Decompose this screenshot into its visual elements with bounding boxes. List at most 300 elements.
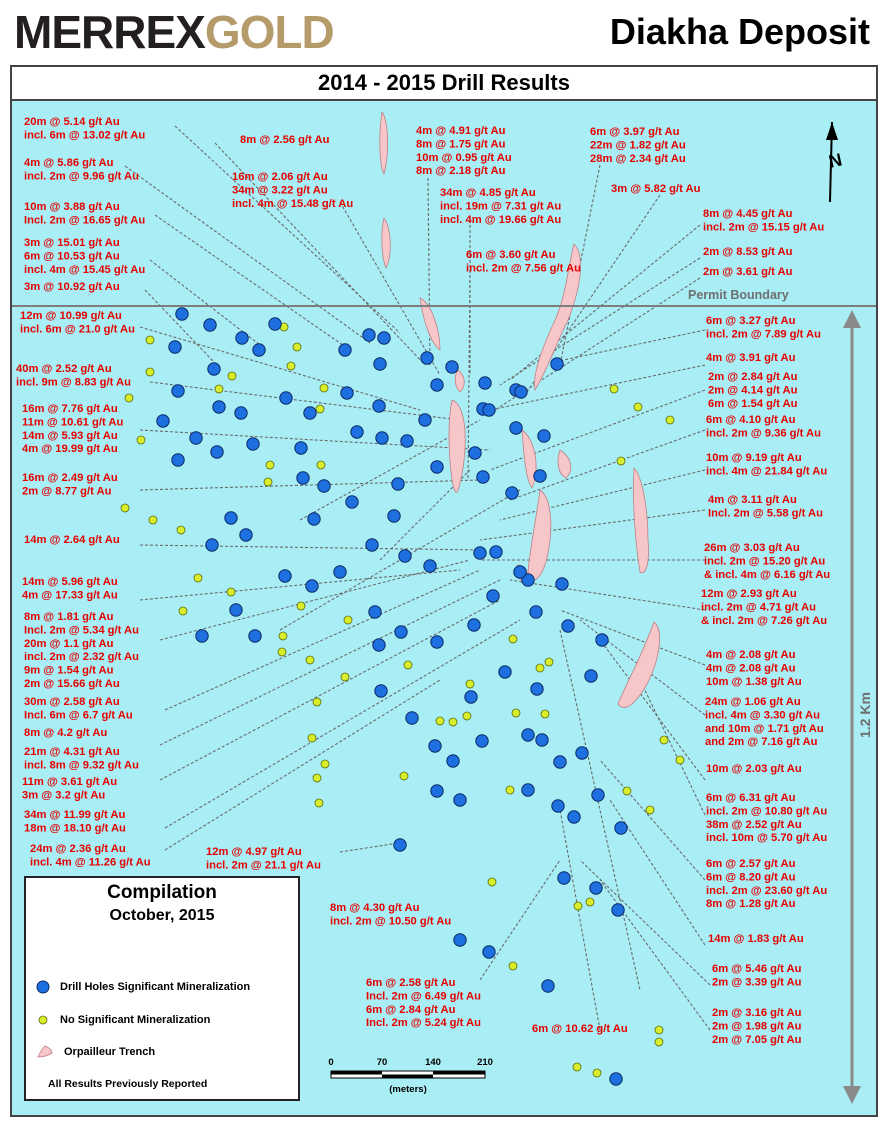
assay-label	[706, 452, 827, 477]
assay-label	[206, 846, 321, 871]
drill-hole-significant	[596, 634, 608, 646]
assay-label	[706, 792, 827, 844]
drill-hole-significant	[424, 560, 436, 572]
assay-line: & incl. 2m @ 7.26 g/t Au	[701, 614, 828, 627]
assay-label	[24, 237, 145, 276]
drill-hole-no-significant	[320, 384, 328, 392]
assay-label	[706, 763, 802, 775]
assay-line: 6m @ 10.62 g/t Au	[532, 1023, 628, 1035]
assay-line: incl. 4m @ 3.30 g/t Au	[705, 709, 820, 722]
assay-line: incl. 6m @ 13.02 g/t Au	[24, 129, 146, 142]
assay-line: 3m @ 5.82 g/t Au	[611, 183, 701, 195]
drill-hole-significant	[249, 630, 261, 642]
drill-hole-no-significant	[227, 588, 235, 596]
drill-hole-significant	[363, 329, 375, 341]
north-arrow-icon	[826, 122, 844, 202]
assay-line: incl. 2m @ 10.80 g/t Au	[706, 805, 828, 818]
drill-hole-significant	[530, 606, 542, 618]
drill-hole-no-significant	[646, 806, 654, 814]
scale-tick-140: 140	[425, 1057, 441, 1068]
assay-line: 2m @ 8.77 g/t Au	[22, 485, 112, 498]
drill-hole-no-significant	[586, 898, 594, 906]
legend-label-significant: Drill Holes Significant Mineralization	[60, 981, 251, 993]
deposit-title: Diakha Deposit	[609, 11, 870, 52]
assay-line: incl. 4m @ 11.26 g/t Au	[30, 856, 151, 869]
drill-hole-no-significant	[279, 632, 287, 640]
assay-label	[466, 249, 581, 274]
drill-hole-significant	[306, 580, 318, 592]
assay-label	[24, 157, 139, 182]
drill-hole-significant	[552, 800, 564, 812]
assay-line: 4m @ 3.91 g/t Au	[706, 352, 796, 364]
assay-line: incl. 2m @ 15.20 g/t Au	[704, 555, 826, 568]
assay-label	[532, 1023, 628, 1035]
assay-label	[30, 843, 151, 868]
drill-hole-significant	[269, 318, 281, 330]
assay-line: 6m @ 2.84 g/t Au	[366, 1003, 456, 1016]
drill-hole-no-significant	[541, 710, 549, 718]
assay-line: 12m @ 10.99 g/t Au	[20, 310, 122, 322]
assay-line: & incl. 4m @ 6.16 g/t Au	[704, 568, 831, 581]
assay-line: 20m @ 1.1 g/t Au	[24, 637, 114, 650]
assay-line: incl. 19m @ 7.31 g/t Au	[440, 200, 562, 213]
assay-line: 20m @ 5.14 g/t Au	[24, 116, 120, 128]
drill-hole-significant	[304, 407, 316, 419]
scale-bar	[328, 1057, 493, 1095]
assay-label	[20, 310, 135, 335]
vertical-scale	[843, 310, 873, 1104]
assay-line: 12m @ 4.97 g/t Au	[206, 846, 302, 858]
assay-label	[611, 183, 701, 195]
drill-hole-no-significant	[308, 734, 316, 742]
leader-line	[165, 620, 520, 828]
assay-label	[24, 746, 139, 771]
assay-line: incl. 2m @ 7.56 g/t Au	[466, 262, 581, 275]
assay-line: 3m @ 3.2 g/t Au	[22, 789, 106, 802]
assay-line: 24m @ 2.36 g/t Au	[30, 843, 126, 855]
assay-line: 10m @ 2.03 g/t Au	[706, 763, 802, 775]
drill-hole-significant	[474, 547, 486, 559]
assay-line: 8m @ 1.28 g/t Au	[706, 898, 796, 911]
legend-label-trench: Orpailleur Trench	[64, 1046, 156, 1058]
leader-line	[175, 126, 400, 333]
assay-line: Incl. 2m @ 5.58 g/t Au	[708, 507, 823, 520]
drill-hole-significant	[279, 570, 291, 582]
assay-label	[24, 696, 133, 721]
drill-hole-significant	[196, 630, 208, 642]
drill-hole-no-significant	[545, 658, 553, 666]
leader-line	[560, 810, 600, 1030]
drill-hole-no-significant	[655, 1026, 663, 1034]
assay-line: incl. 4m @ 19.66 g/t Au	[440, 213, 562, 226]
assay-label	[16, 363, 131, 388]
assay-line: 12m @ 2.93 g/t Au	[701, 588, 797, 600]
assay-line: 8m @ 2.56 g/t Au	[240, 134, 330, 146]
drill-hole-no-significant	[466, 680, 474, 688]
drill-hole-significant	[401, 435, 413, 447]
leader-line	[500, 258, 700, 385]
drill-hole-significant	[373, 400, 385, 412]
drill-hole-significant	[366, 539, 378, 551]
assay-line: 2m @ 3.16 g/t Au	[712, 1007, 802, 1019]
assay-label	[708, 933, 804, 945]
assay-label	[330, 902, 451, 927]
permit-boundary-label: Permit Boundary	[688, 288, 789, 302]
drill-hole-significant	[334, 566, 346, 578]
drill-hole-no-significant	[506, 786, 514, 794]
assay-line: 30m @ 2.58 g/t Au	[24, 696, 120, 708]
orpailleur-trench	[522, 430, 536, 488]
drill-hole-significant	[395, 626, 407, 638]
drill-hole-no-significant	[676, 756, 684, 764]
orpailleur-trench	[380, 112, 388, 174]
drill-hole-significant	[483, 946, 495, 958]
assay-line: incl. 2m @ 21.1 g/t Au	[206, 859, 321, 872]
drill-hole-significant	[431, 461, 443, 473]
legend-title: Compilation	[107, 882, 217, 903]
drill-hole-significant	[211, 446, 223, 458]
orpailleur-trench	[449, 400, 465, 492]
drill-hole-no-significant	[660, 736, 668, 744]
drill-hole-significant	[388, 510, 400, 522]
drill-hole-significant	[479, 377, 491, 389]
assay-line: incl. 2m @ 2.32 g/t Au	[24, 651, 139, 664]
assay-line: 8m @ 1.81 g/t Au	[24, 611, 114, 623]
drill-hole-significant	[280, 392, 292, 404]
assay-line: 3m @ 15.01 g/t Au	[24, 237, 120, 249]
assay-label	[704, 542, 830, 581]
drill-hole-significant	[406, 712, 418, 724]
drill-hole-significant	[556, 578, 568, 590]
drill-hole-no-significant	[121, 504, 129, 512]
drill-hole-significant	[376, 432, 388, 444]
leader-line	[540, 330, 705, 365]
drill-hole-significant	[522, 784, 534, 796]
orpailleur-trench	[633, 468, 648, 573]
assay-line: 16m @ 7.76 g/t Au	[22, 403, 118, 415]
drill-hole-significant	[235, 407, 247, 419]
drill-hole-significant	[468, 619, 480, 631]
assay-line: 4m @ 5.86 g/t Au	[24, 157, 114, 169]
drill-hole-significant	[346, 496, 358, 508]
drill-hole-significant	[176, 308, 188, 320]
leader-line	[510, 580, 705, 610]
orpailleur-trench	[382, 218, 390, 268]
legend-item-no-significant	[36, 1013, 210, 1027]
drill-hole-no-significant	[228, 372, 236, 380]
assay-line: 8m @ 4.2 g/t Au	[24, 727, 108, 739]
drill-hole-significant	[236, 332, 248, 344]
trench-icon	[36, 1044, 54, 1060]
legend-label-no-significant: No Significant Mineralization	[60, 1014, 211, 1026]
assay-line: incl. 2m @ 23.60 g/t Au	[706, 884, 828, 897]
drill-hole-no-significant	[194, 574, 202, 582]
assay-line: 10m @ 3.88 g/t Au	[24, 201, 120, 213]
vertical-scale-label: 1.2 Km	[857, 692, 873, 738]
assay-label	[22, 776, 117, 801]
drill-hole-significant	[429, 740, 441, 752]
drill-hole-significant	[208, 363, 220, 375]
drill-hole-significant	[230, 604, 242, 616]
drill-hole-no-significant	[146, 368, 154, 376]
drill-hole-significant	[431, 636, 443, 648]
assay-label	[705, 696, 824, 748]
drill-hole-no-significant	[512, 709, 520, 717]
drill-hole-no-significant	[509, 635, 517, 643]
drill-hole-no-significant	[509, 962, 517, 970]
assay-line: incl. 2m @ 15.15 g/t Au	[703, 221, 825, 234]
assay-line: 8m @ 4.30 g/t Au	[330, 902, 420, 914]
assay-line: Incl. 2m @ 16.65 g/t Au	[24, 214, 146, 227]
leader-line	[140, 480, 480, 490]
assay-label	[24, 809, 126, 834]
assay-label	[712, 1007, 802, 1046]
assay-line: 11m @ 10.61 g/t Au	[22, 416, 124, 429]
assay-line: 6m @ 3.60 g/t Au	[466, 249, 556, 261]
assay-label	[24, 534, 120, 546]
assay-line: Incl. 2m @ 5.24 g/t Au	[366, 1017, 481, 1030]
assay-line: incl. 8m @ 9.32 g/t Au	[24, 759, 139, 772]
assay-label	[708, 371, 798, 410]
drill-hole-significant	[522, 729, 534, 741]
drill-hole-significant	[576, 747, 588, 759]
scale-unit: (meters)	[389, 1084, 427, 1095]
drill-hole-no-significant	[436, 717, 444, 725]
leader-line	[600, 760, 705, 880]
assay-line: 6m @ 5.46 g/t Au	[712, 963, 802, 975]
drill-hole-significant	[558, 872, 570, 884]
assay-label	[590, 126, 686, 165]
drill-hole-no-significant	[617, 457, 625, 465]
scale-tick-0: 0	[328, 1057, 334, 1068]
assay-line: 6m @ 4.10 g/t Au	[706, 414, 796, 426]
drill-hole-significant	[454, 794, 466, 806]
drill-hole-significant	[431, 379, 443, 391]
assay-line: 28m @ 2.34 g/t Au	[590, 152, 686, 165]
assay-line: 8m @ 1.75 g/t Au	[416, 138, 506, 151]
drill-hole-significant	[551, 358, 563, 370]
leader-line	[340, 202, 440, 375]
assay-label	[24, 116, 145, 141]
drill-hole-no-significant	[344, 616, 352, 624]
drill-hole-significant	[392, 478, 404, 490]
drill-hole-no-significant	[313, 774, 321, 782]
assay-line: incl. 4m @ 15.48 g/t Au	[232, 197, 354, 210]
legend-item-trench	[36, 1044, 155, 1060]
assay-line: 2m @ 15.66 g/t Au	[24, 678, 120, 690]
drill-hole-no-significant	[306, 656, 314, 664]
drill-hole-no-significant	[655, 1038, 663, 1046]
drill-hole-significant	[308, 513, 320, 525]
drill-hole-significant	[510, 422, 522, 434]
assay-label	[706, 414, 821, 439]
assay-label	[24, 611, 139, 690]
assay-label	[706, 858, 827, 910]
assay-line: 14m @ 2.64 g/t Au	[24, 534, 120, 546]
assay-line: 22m @ 1.82 g/t Au	[590, 139, 686, 152]
leader-line	[165, 680, 440, 850]
assay-line: incl. 4m @ 21.84 g/t Au	[706, 465, 828, 478]
drill-hole-no-significant	[593, 1069, 601, 1077]
drill-hole-no-significant	[125, 394, 133, 402]
assay-line: 6m @ 8.20 g/t Au	[706, 871, 796, 884]
drill-hole-significant	[204, 319, 216, 331]
drill-hole-significant	[213, 401, 225, 413]
drill-hole-significant	[339, 344, 351, 356]
drill-hole-significant	[506, 487, 518, 499]
assay-line: 6m @ 2.58 g/t Au	[366, 977, 456, 989]
drill-hole-no-significant	[179, 607, 187, 615]
assay-line: incl. 2m @ 10.50 g/t Au	[330, 915, 452, 928]
assay-label	[24, 281, 120, 293]
assay-label	[703, 246, 793, 258]
leader-line	[640, 680, 705, 815]
orpailleur-trench	[558, 450, 571, 478]
assay-line: 9m @ 1.54 g/t Au	[24, 664, 114, 677]
logo-gold: GOLD	[204, 6, 334, 58]
assay-line: incl. 2m @ 7.89 g/t Au	[706, 328, 821, 341]
assay-line: Incl. 2m @ 5.34 g/t Au	[24, 624, 139, 637]
drill-hole-significant	[419, 414, 431, 426]
assay-label	[22, 472, 118, 497]
drill-hole-significant	[568, 811, 580, 823]
assay-label	[366, 977, 481, 1029]
assay-line: 4m @ 4.91 g/t Au	[416, 125, 506, 137]
assay-line: 6m @ 2.57 g/t Au	[706, 858, 796, 870]
drill-hole-no-significant	[315, 799, 323, 807]
drill-hole-significant	[590, 882, 602, 894]
assay-label	[22, 403, 123, 455]
legend-box	[24, 876, 300, 1101]
assay-line: 18m @ 18.10 g/t Au	[24, 822, 126, 835]
drill-hole-no-significant	[449, 718, 457, 726]
leader-line	[155, 215, 350, 350]
assay-line: 34m @ 11.99 g/t Au	[24, 809, 126, 821]
leader-line	[610, 800, 705, 945]
assay-line: incl. 2m @ 4.71 g/t Au	[701, 601, 816, 614]
assay-label	[701, 588, 827, 627]
assay-line: 24m @ 1.06 g/t Au	[705, 696, 801, 708]
assay-label	[706, 649, 802, 688]
drill-hole-significant	[341, 387, 353, 399]
scale-tick-70: 70	[376, 1057, 388, 1068]
drill-hole-no-significant	[341, 673, 349, 681]
drill-hole-significant	[318, 480, 330, 492]
drill-hole-significant	[169, 341, 181, 353]
assay-label	[24, 201, 145, 226]
assay-line: incl. 10m @ 5.70 g/t Au	[706, 832, 828, 845]
assay-line: 2m @ 3.61 g/t Au	[703, 266, 793, 278]
assay-line: 14m @ 1.83 g/t Au	[708, 933, 804, 945]
assay-line: Incl. 6m @ 6.7 g/t Au	[24, 709, 133, 722]
legend-footnote: All Results Previously Reported	[48, 1078, 208, 1090]
assay-line: 4m @ 2.08 g/t Au	[706, 662, 796, 675]
drill-hole-no-significant	[574, 902, 582, 910]
drill-hole-no-significant	[278, 648, 286, 656]
map-subtitle: 2014 - 2015 Drill Results	[10, 65, 878, 101]
assay-line: 38m @ 2.52 g/t Au	[706, 818, 802, 831]
drill-hole-significant	[562, 620, 574, 632]
drill-hole-no-significant	[177, 526, 185, 534]
drill-hole-no-significant	[264, 478, 272, 486]
drill-hole-significant	[483, 404, 495, 416]
drill-hole-no-significant	[488, 878, 496, 886]
north-arrow-label: N	[826, 149, 844, 172]
assay-line: 14m @ 5.93 g/t Au	[22, 429, 118, 442]
drill-hole-no-significant	[573, 1063, 581, 1071]
drill-hole-significant	[454, 934, 466, 946]
drill-hole-no-significant	[623, 787, 631, 795]
assay-line: 34m @ 3.22 g/t Au	[232, 184, 328, 197]
drill-hole-no-significant	[321, 760, 329, 768]
drill-hole-significant	[225, 512, 237, 524]
drill-hole-significant	[465, 691, 477, 703]
assay-label	[22, 576, 118, 601]
drill-hole-significant	[375, 685, 387, 697]
logo-merrex: MERREX	[14, 6, 205, 58]
drill-hole-significant	[172, 385, 184, 397]
assay-line: 6m @ 10.53 g/t Au	[24, 250, 120, 263]
assay-line: 8m @ 2.18 g/t Au	[416, 165, 506, 178]
drill-hole-significant	[538, 430, 550, 442]
drill-hole-significant	[515, 386, 527, 398]
legend-date: October, 2015	[109, 907, 215, 924]
assay-line: incl. 2m @ 9.96 g/t Au	[24, 170, 139, 183]
drill-hole-significant	[157, 415, 169, 427]
leader-line	[140, 545, 480, 550]
assay-label	[703, 208, 824, 233]
drill-hole-no-significant	[266, 461, 274, 469]
assay-label	[232, 171, 353, 210]
assay-line: 26m @ 3.03 g/t Au	[704, 542, 800, 554]
assay-line: 8m @ 4.45 g/t Au	[703, 208, 793, 220]
assay-line: incl. 6m @ 21.0 g/t Au	[20, 323, 135, 336]
assay-line: and 2m @ 7.16 g/t Au	[705, 736, 818, 749]
drill-hole-no-significant	[666, 416, 674, 424]
drill-hole-no-significant	[463, 712, 471, 720]
drill-hole-significant	[247, 438, 259, 450]
drill-hole-significant	[295, 442, 307, 454]
assay-label	[712, 963, 802, 988]
assay-line: 34m @ 4.85 g/t Au	[440, 187, 536, 199]
drill-hole-significant	[514, 566, 526, 578]
drill-hole-significant	[531, 683, 543, 695]
assay-line: 21m @ 4.31 g/t Au	[24, 746, 120, 758]
assay-line: 2m @ 2.84 g/t Au	[708, 371, 798, 383]
orpailleur-trench	[455, 370, 464, 392]
assay-line: 4m @ 17.33 g/t Au	[22, 589, 118, 602]
blue-circle-icon	[36, 980, 50, 994]
drill-hole-no-significant	[316, 405, 324, 413]
drill-hole-significant	[592, 789, 604, 801]
assay-label	[708, 494, 823, 519]
drill-hole-significant	[253, 344, 265, 356]
drill-hole-significant	[469, 447, 481, 459]
drill-hole-significant	[446, 361, 458, 373]
assay-label	[24, 727, 107, 739]
drill-hole-significant	[612, 904, 624, 916]
drill-hole-no-significant	[293, 343, 301, 351]
assay-line: 6m @ 3.97 g/t Au	[590, 126, 680, 138]
assay-line: 10m @ 9.19 g/t Au	[706, 452, 802, 464]
assay-line: 2m @ 7.05 g/t Au	[712, 1033, 802, 1046]
assay-line: 4m @ 3.11 g/t Au	[708, 494, 797, 506]
drill-hole-significant	[447, 755, 459, 767]
assay-line: 2m @ 4.14 g/t Au	[708, 384, 798, 397]
drill-hole-no-significant	[313, 698, 321, 706]
drill-hole-significant	[536, 734, 548, 746]
drill-hole-significant	[477, 471, 489, 483]
